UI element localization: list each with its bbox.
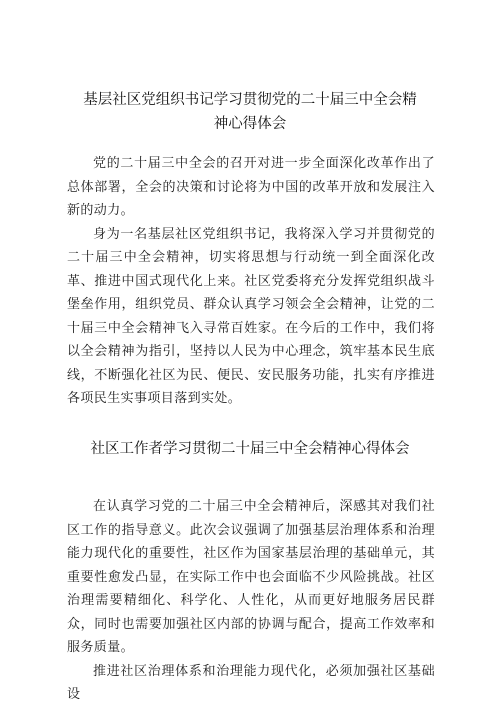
- article-1-title: [60, 88, 440, 136]
- article-1-title-line-2: 神心得体会: [213, 116, 287, 132]
- article-2-paragraph-2: 推进社区治理体系和治理能力现代化，必须加强社区基础设: [67, 663, 435, 702]
- article-2-paragraph-1: 在认真学习党的二十届三中全会精神后，深感其对我们社区工作的指导意义。此次会议强调了加强基层治理体系和治理能力现代化的重要性，社区作为国家基层治理的基础单元，其重要性愈发凸显，在实际工作中也会面临不少风险挑战。社区治理需要精细化、科学化、人性化，从而更好地服务居民群众，同时也需要加强社区内部的协调与配合，提高工作效率和服务质量。: [67, 499, 435, 655]
- article-1-paragraph-2: 身为一名基层社区党组织书记，我将深入学习并贯彻党的二十届三中全会精神，切实将思想与行动统一到全面深化改革、推进中国式现代化上来。社区党委将充分发挥党组织战斗堡垒作用，组织党员、群众认真学习领会全会精神，让党的二十届三中全会精神飞入寻常百姓家。在今后的工作中，我们将以全会精神为指引，坚持以人民为中心理念，筑牢基本民生底线，不断强化社区为民、便民、安民服务功能，扎实有序推进各项民生实事项目落到实处。: [67, 226, 435, 406]
- article-1-body: [67, 152, 435, 411]
- article-1-paragraph-1: 党的二十届三中全会的召开对进一步全面深化改革作出了总体部署，全会的决策和讨论将为中国的改革开放和发展注入新的动力。: [67, 156, 435, 218]
- article-2-body: [67, 495, 435, 707]
- article-1-title-line-1: 基层社区党组织书记学习贯彻党的二十届三中全会精: [83, 92, 417, 108]
- article-2-title: 社区工作者学习贯彻二十届三中全会精神心得体会: [90, 441, 410, 457]
